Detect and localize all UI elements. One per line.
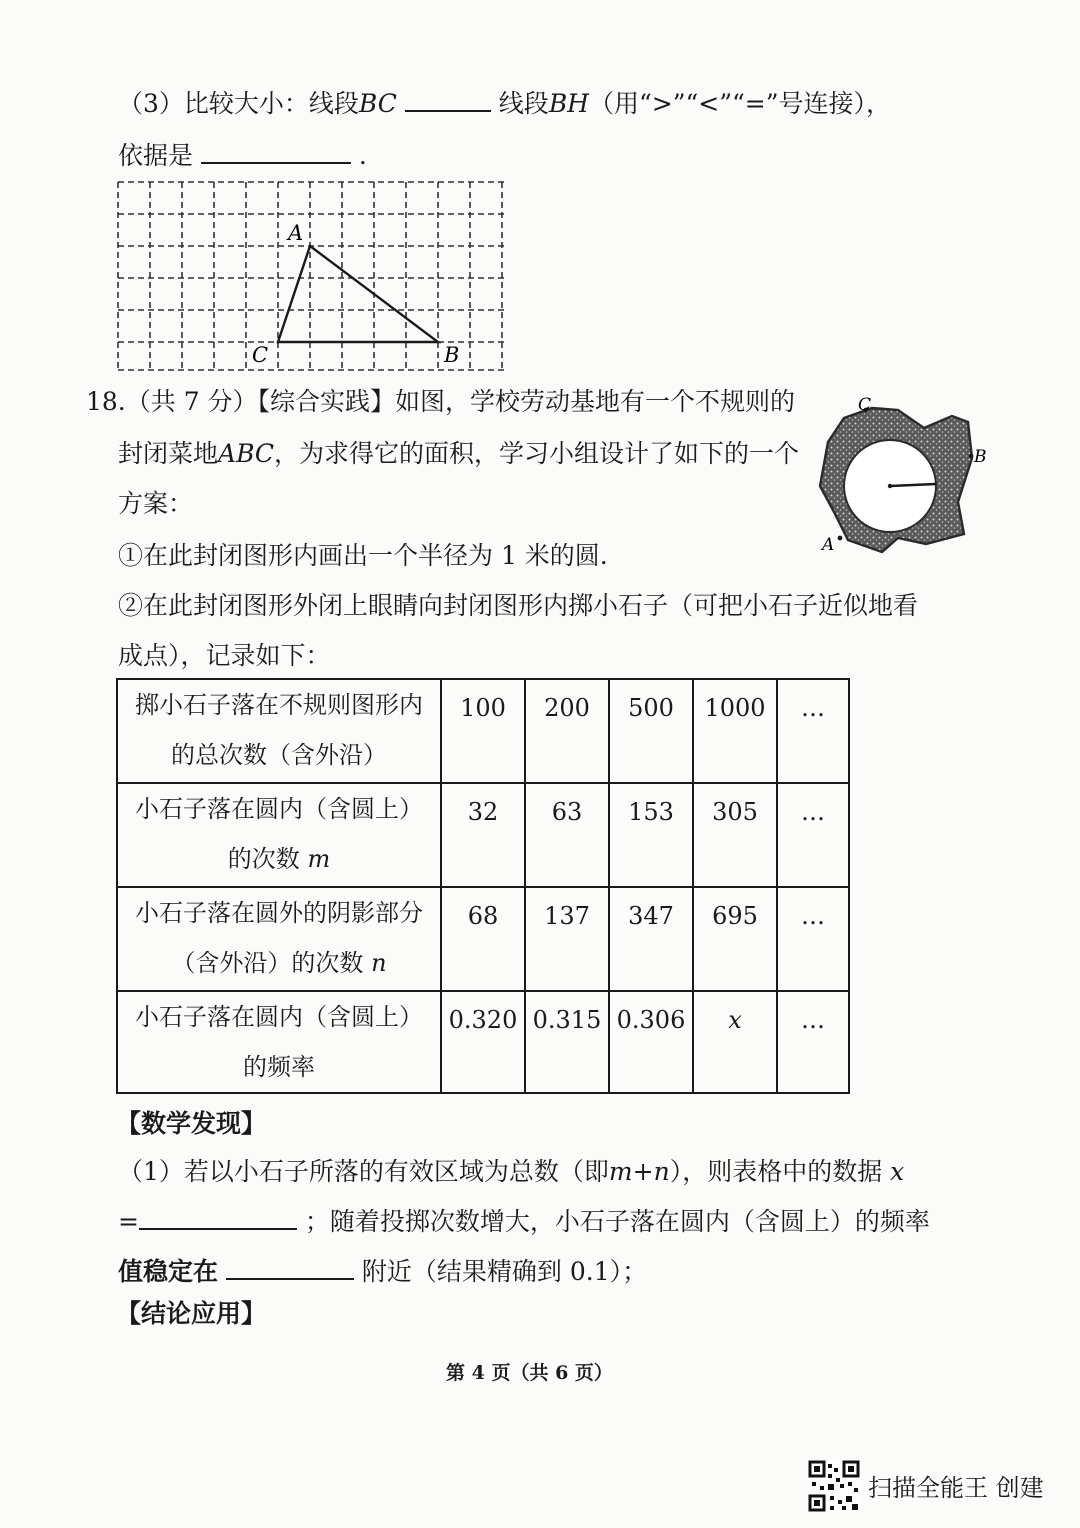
q18-line3: 方案： (118, 489, 194, 518)
table-cell: 0.320 (441, 991, 525, 1093)
q18-step2-line2: 成点），记录如下： (118, 641, 331, 670)
table-cell: 695 (693, 887, 777, 991)
vertex-label-c: C (252, 343, 269, 367)
row-header-line1: 小石子落在圆内（含圆上） (135, 1003, 423, 1031)
q18-step1: ①在此封闭图形内画出一个半径为 1 米的圆. (118, 541, 608, 570)
row-header (117, 991, 441, 1093)
discovery-line1 (118, 1156, 904, 1188)
q17-part3-line1 (118, 88, 891, 120)
vertex-label-a: A (288, 221, 304, 245)
q17-basis-label: 依据是 (118, 141, 194, 170)
q17-text: （3）比较大小：线段 (118, 89, 359, 118)
discovery-text-2: ；随着投掷次数增大，小石子落在圆内（含圆上）的频率 (304, 1207, 930, 1236)
point-b (969, 454, 974, 459)
table-row (117, 679, 849, 783)
table-cell: … (777, 887, 849, 991)
row-header-line2 (118, 834, 440, 884)
segment-bh: BH (548, 89, 589, 118)
field-label-c: C (858, 395, 872, 415)
table-row (117, 887, 849, 991)
table-cell: 200 (525, 679, 609, 783)
row-header-text: 的次数 (227, 845, 300, 873)
triangle-abc (278, 246, 438, 342)
q17-part3-line2 (118, 140, 367, 172)
row-header-var: m (307, 845, 331, 873)
q17-text-suffix: （用“>”“<”“=”号连接）， (589, 89, 892, 118)
conclusion-title: 【结论应用】 (116, 1299, 267, 1328)
grid-triangle-figure (112, 178, 512, 374)
q17-text-middle: 线段 (498, 89, 549, 118)
q17-period: . (358, 141, 367, 170)
qr-code-icon (808, 1460, 860, 1512)
table-row (117, 783, 849, 887)
table-row (117, 991, 849, 1093)
table-cell: 32 (441, 783, 525, 887)
discovery-line3 (118, 1256, 647, 1288)
table-cell: 137 (525, 887, 609, 991)
discovery-text-3: 附近（结果精确到 0.1）； (361, 1257, 648, 1286)
row-header-line2 (118, 1042, 440, 1092)
row-header-line1: 小石子落在圆内（含圆上） (135, 795, 423, 823)
segment-bc: BC (358, 89, 397, 118)
row-header-text: 的频率 (243, 1053, 315, 1081)
q18-line2 (118, 438, 799, 470)
circle-center (888, 484, 892, 488)
row-header-text: 的总次数（含外沿） (171, 741, 387, 769)
vertex-label-b: B (444, 343, 460, 367)
table-cell: … (777, 991, 849, 1093)
row-header-var: n (371, 949, 387, 977)
discovery-stable-label: 值稳定在 (118, 1257, 219, 1286)
field-label-a: A (822, 535, 835, 555)
discovery-text: （1）若以小石子所落的有效区域为总数（即 (118, 1157, 609, 1186)
q18-step2-line1: ②在此封闭图形外闭上眼睛向封闭图形内掷小石子（可把小石子近似地看 (118, 591, 919, 620)
table-cell: … (777, 783, 849, 887)
point-a (838, 536, 843, 541)
row-header-line1: 掷小石子落在不规则图形内 (135, 691, 423, 719)
table-cell: 0.315 (525, 991, 609, 1093)
row-header-text: （含外沿）的次数 (171, 949, 364, 977)
var-m-plus-n: m+n (608, 1157, 670, 1186)
row-header-line2 (118, 938, 440, 988)
table-cell: 347 (609, 887, 693, 991)
answer-blank-frequency[interactable] (226, 1258, 354, 1280)
page-number: 第 4 页（共 6 页） (446, 1362, 613, 1384)
record-table (116, 678, 850, 1094)
field-abc: ABC (218, 439, 275, 468)
table-cell: 500 (609, 679, 693, 783)
row-header (117, 887, 441, 991)
equals-sign: = (118, 1207, 139, 1236)
row-header (117, 679, 441, 783)
table-cell: 68 (441, 887, 525, 991)
field-label-b: B (974, 447, 987, 467)
table-cell: 63 (525, 783, 609, 887)
discovery-line2 (118, 1206, 930, 1238)
field-figure (806, 392, 1002, 560)
discovery-title: 【数学发现】 (116, 1109, 267, 1138)
table-cell: 153 (609, 783, 693, 887)
var-x: x (890, 1157, 905, 1186)
q18-text: 封闭菜地 (118, 439, 219, 468)
table-cell: … (777, 679, 849, 783)
watermark-brand: 扫描全能王 创建 (868, 1474, 1044, 1502)
table-cell: 0.306 (609, 991, 693, 1093)
discovery-text-suffix: ），则表格中的数据 (669, 1157, 883, 1186)
table-cell: 1000 (693, 679, 777, 783)
table-cell-x[interactable]: x (693, 991, 777, 1093)
row-header-line2 (118, 730, 440, 780)
row-header (117, 783, 441, 887)
row-header-line1: 小石子落在圆外的阴影部分 (135, 899, 423, 927)
answer-blank-compare[interactable] (405, 90, 491, 112)
answer-blank-x[interactable] (139, 1208, 297, 1230)
q18-line1: 18.（共 7 分）【综合实践】如图，学校劳动基地有一个不规则的 (86, 387, 796, 416)
q18-text-suffix: ，为求得它的面积，学习小组设计了如下的一个 (274, 439, 800, 468)
table-cell: 100 (441, 679, 525, 783)
answer-blank-basis[interactable] (201, 142, 351, 164)
table-cell: 305 (693, 783, 777, 887)
